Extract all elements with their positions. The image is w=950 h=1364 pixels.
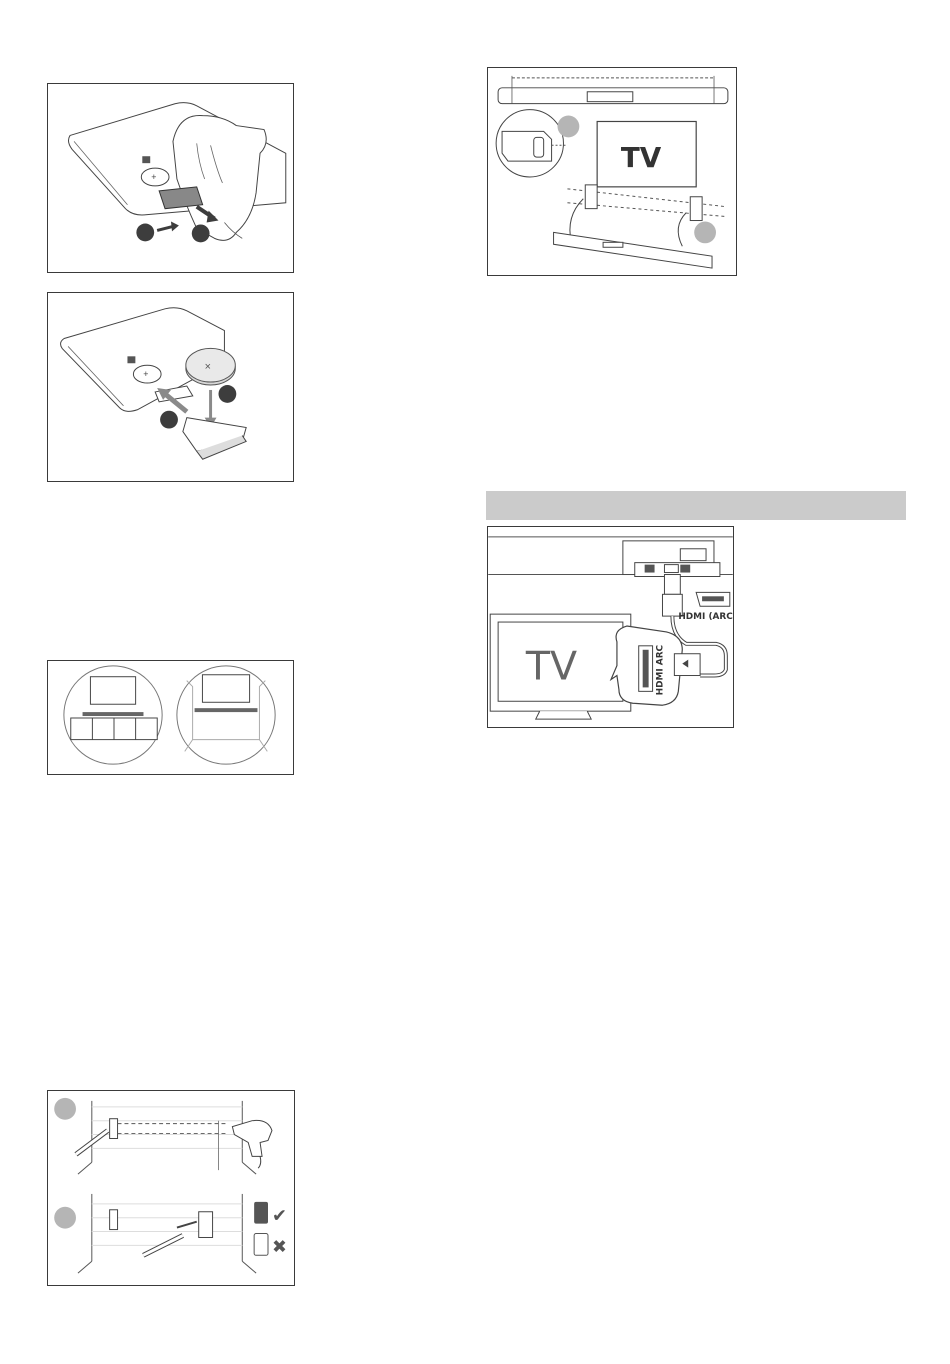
figure-placement-options: [47, 660, 294, 775]
step-callout-2: [218, 385, 236, 403]
svg-text:+: +: [143, 369, 149, 380]
section-header-bar: [486, 491, 906, 520]
svg-text:+: +: [151, 171, 157, 182]
svg-text:×: ×: [204, 361, 211, 374]
figure-battery-insertion: [47, 292, 294, 482]
hdmi-arc-soundbar-label: HDMI (ARC: [678, 612, 733, 623]
tv-label: TV: [620, 141, 662, 175]
figure-hdmi-arc-connection: [487, 526, 734, 728]
step-callout-1: [558, 116, 580, 138]
battery-insertion-illustration: [48, 293, 293, 481]
step-callout-2: [192, 225, 210, 243]
figure-remote-tray-removal: [47, 83, 294, 273]
remote-tray-removal-illustration: [48, 84, 293, 272]
hdmi-arc-illustration: [488, 527, 733, 727]
placement-options-illustration: [48, 661, 293, 774]
tv-screen-label: TV: [525, 643, 578, 690]
step-callout-2: [54, 1207, 76, 1229]
check-icon: ✔: [271, 1205, 287, 1226]
figure-tv-bracket-mount: [487, 67, 737, 276]
cross-icon: ✖: [271, 1236, 287, 1257]
tv-bracket-mount-illustration: [488, 68, 736, 275]
figure-wall-mount-drilling: [47, 1090, 295, 1286]
incorrect-keyhole-icon: [254, 1234, 268, 1256]
step-callout-1: [136, 224, 154, 242]
correct-keyhole-icon: [254, 1202, 268, 1224]
step-callout-2: [694, 222, 716, 244]
step-callout-1: [160, 411, 178, 429]
wall-mount-drilling-illustration: [48, 1091, 294, 1285]
hdmi-arc-port-label: HDMI ARC: [655, 644, 666, 696]
step-callout-1: [54, 1098, 76, 1120]
